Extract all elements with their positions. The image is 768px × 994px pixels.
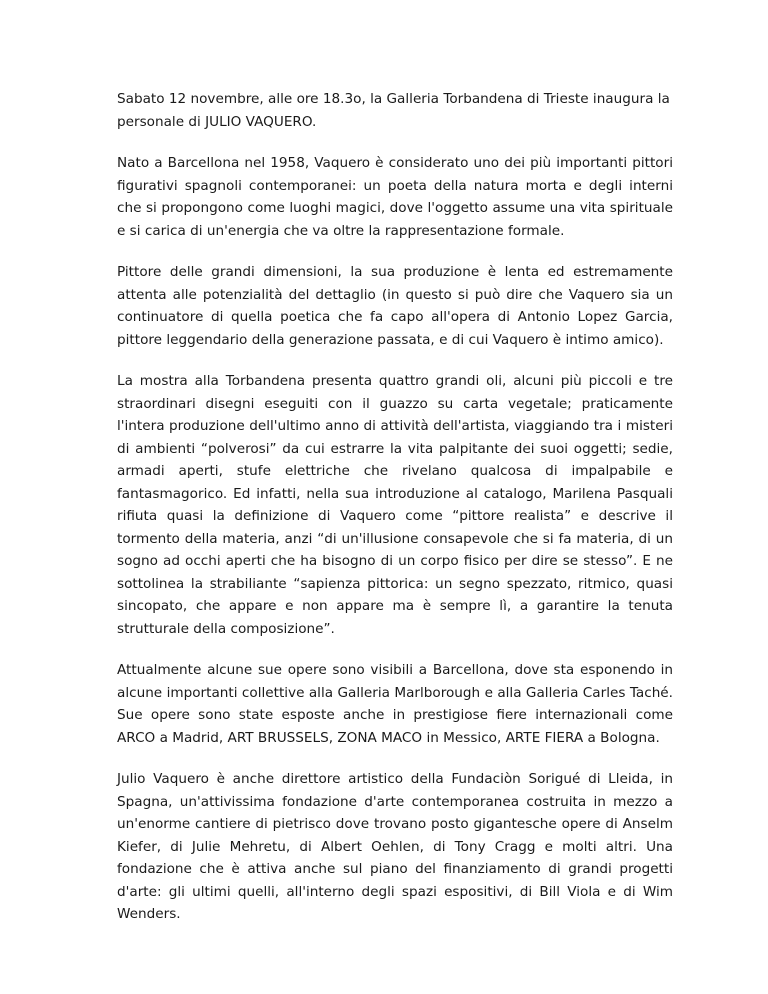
paragraph-current-exhibitions: Attualmente alcune sue opere sono visibili a Barcellona, dove sta esponendo in alcune importanti collettive alla Galleria Marlborough e alla Galleria Carles Taché. Sue opere sono state esposte anche in prestigiose fiere internazionali come ARCO a Madrid, ART BRUSSELS, ZONA MACO in Messico, ARTE FIERA a Bologna. (117, 662, 673, 746)
paragraph-exhibition-description: La mostra alla Torbandena presenta quattro grandi oli, alcuni più piccoli e tre straordinari disegni eseguiti con il guazzo su carta vegetale; praticamente l'intera produzione dell'ultimo anno di attività dell'artista, viaggiando tra i misteri di ambienti “polverosi” da cui estrarre la vita palpitante dei suoi oggetti; sedie, armadi aperti, stufe elettriche che rivelano qualcosa di impalpabile e fantasmagorico. Ed infatti, nella sua introduzione al catalogo, Marilena Pasquali rifiuta quasi la definizione di Vaquero come “pittore realista” e descrive il tormento della materia, anzi “di un'illusione consapevole che si fa materia, di un sogno ad occhi aperti che ha bisogno di un corpo fisico per dire se stesso”. E ne sottolinea la strabiliante “sapienza pittorica: un segno spezzato, ritmico, quasi sincopato, che appare e non appare ma è sempre lì, a garantire la tenuta strutturale della composizione”. (117, 373, 673, 637)
paragraph-artist-biography: Nato a Barcellona nel 1958, Vaquero è considerato uno dei più importanti pittori figurativi spagnoli contemporanei: un poeta della natura morta e degli interni che si propongono come luoghi magici, dove l'oggetto assume una vita spirituale e si carica di un'energia che va oltre la rappresentazione formale. (117, 155, 673, 239)
paragraph-artistic-style: Pittore delle grandi dimensioni, la sua produzione è lenta ed estremamente attenta alle potenzialità del dettaglio (in questo si può dire che Vaquero sia un continuatore di quella poetica che fa capo all'opera di Antonio Lopez Garcia, pittore leggendario della generazione passata, e di cui Vaquero è intimo amico). (117, 264, 673, 348)
document-page (117, 88, 673, 945)
paragraph-fundacion-sorigue: Julio Vaquero è anche direttore artistico della Fundaciòn Sorigué di Lleida, in Spagna, un'attivissima fondazione d'arte contemporanea costruita in mezzo a un'enorme cantiere di pietrisco dove trovano posto gigantesche opere di Anselm Kiefer, di Julie Mehretu, di Albert Oehlen, di Tony Cragg e molti altri. Una fondazione che è attiva anche sul piano del finanziamento di grandi progetti d'arte: gli ultimi quelli, all'interno degli spazi espositivi, di Bill Viola e di Wim Wenders. (117, 771, 673, 922)
paragraph-opening-announcement: Sabato 12 novembre, alle ore 18.3o, la Galleria Torbandena di Trieste inaugura la personale di JULIO VAQUERO. (117, 91, 670, 130)
